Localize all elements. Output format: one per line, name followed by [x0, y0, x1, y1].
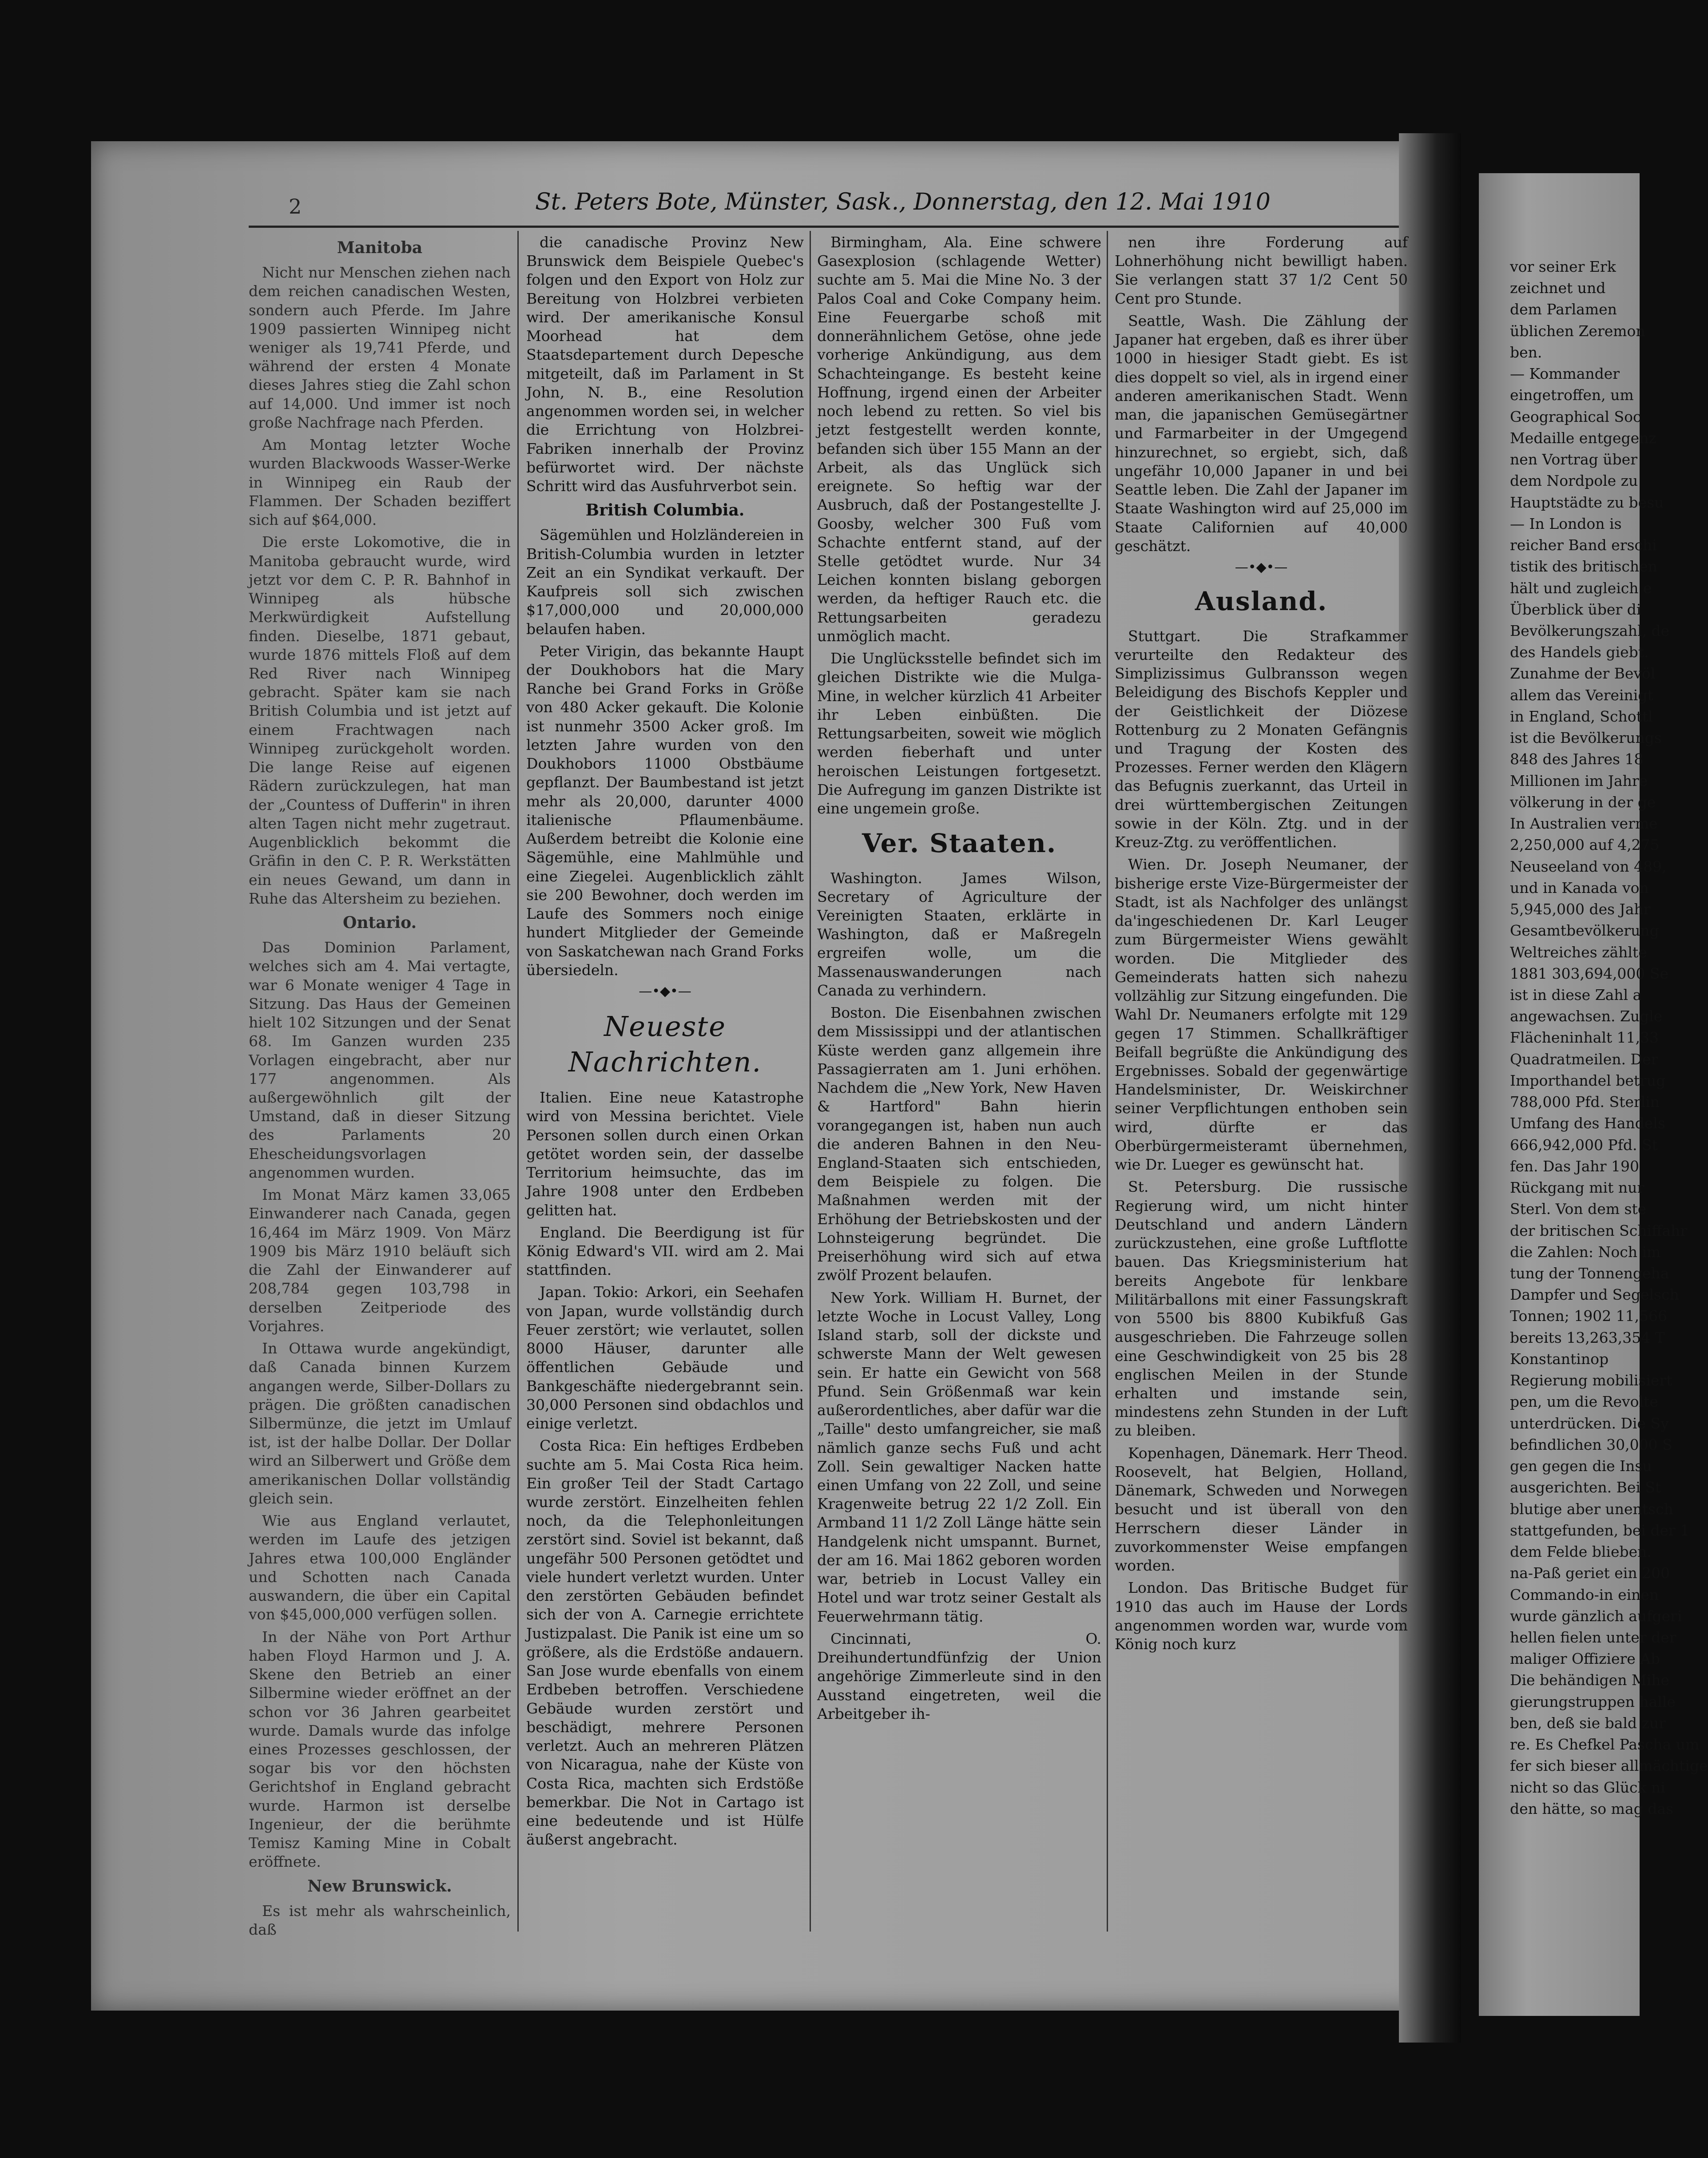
article-paragraph: Seattle, Wash. Die Zählung der Japaner hat ergeben, daß es ihrer über 1000 in hiesiger Stadt giebt. Es ist dies doppelt so viel, als in irgend einer anderen amerikanischen Stadt. Wenn man, die japanischen Gemüsegärtner und Farmarbeiter in der Umgegend hinzurechnet, so ergiebt, sich, daß ungefähr 10,000 Japaner in und bei Seattle leben. Die Zahl der Japaner im Staate Washington wird auf 25,000 im Staate Californien auf 40,000 geschätzt. — [1115, 312, 1408, 555]
text-line: 2,250,000 auf 4,275 — [1510, 836, 1660, 854]
article-paragraph: London. Das Britische Budget für 1910 das auch im Hause der Lords angenommen worden war, wurde vom König noch kurz — [1115, 1579, 1408, 1653]
text-line: pen, um die Revolte — [1510, 1393, 1658, 1411]
text-line: bereits 13,263,354 T — [1510, 1329, 1665, 1346]
text-line: in England, Schottl — [1510, 707, 1653, 725]
column-divider — [517, 231, 519, 1932]
adjacent-page-column — [1510, 258, 1708, 1989]
text-line: ist in diese Zahl a — [1510, 986, 1642, 1004]
text-line: völkerung in der ge — [1510, 793, 1656, 811]
ornament-divider: —•◆•— — [1235, 559, 1288, 575]
article-paragraph: Sägemühlen und Holzländereien in British-Columbia wurden in letzter Zeit an ein Syndikat verkauft. Der Kaufpreis soll sich zwischen $17,000,000 und 20,000,000 belaufen haben. — [526, 526, 804, 638]
text-line: Hauptstädte zu besu — [1510, 493, 1664, 511]
page-number: 2 — [289, 194, 302, 218]
text-line: Konstantinop — [1510, 1350, 1609, 1368]
column-divider — [810, 231, 811, 1932]
article-paragraph: Japan. Tokio: Arkori, ein Seehafen von Japan, wurde vollständig durch Feuer zerstört; wie verlautet, sollen 8000 Häuser, darunter alle öffentlichen Gebäude und Bankgeschäfte niedergebrannt sein. 30,000 Personen sind obdachlos und einige verletzt. — [526, 1283, 804, 1432]
article-paragraph: Italien. Eine neue Katastrophe wird von Messina berichtet. Viele Personen sollen durch einen Orkan getötet worden sein, der dasselbe Territorium heimsuchte, das im Jahre 1908 unter den Erdbeben gelitten hat. — [526, 1089, 804, 1219]
text-line: Millionen im Jahre — [1510, 772, 1648, 789]
text-line: reicher Band erschi — [1510, 536, 1657, 554]
column-divider — [1107, 231, 1108, 1932]
article-paragraph: Am Montag letzter Woche wurden Blackwoods Wasser-Werke in Winnipeg ein Raub der Flammen. Der Schaden beziffert sich auf $64,000. — [249, 436, 511, 529]
text-line: 1881 303,694,000 Se — [1510, 964, 1669, 982]
text-line: tung der Tonnengeha — [1510, 1265, 1669, 1282]
text-line: Weltreiches zählte — [1510, 943, 1647, 961]
text-line: der britischen Schiffahr — [1510, 1222, 1688, 1239]
article-paragraph: Die erste Lokomotive, die in Manitoba gebraucht wurde, wird jetzt vor dem C. P. R. Bahnhof in Winnipeg als hübsche Merkwürdigkeit Aufstellung finden. Dieselbe, 1871 gebaut, wurde 1876 mittels Floß auf dem Red River nach Winnipeg gebracht. Später kam sie nach British Columbia und ist jetzt auf einem Frachtwagen nach Winnipeg zurückgeholt worden. Die lange Reise auf eigenen Rädern zurückzulegen, hat man der „Countess of Dufferin" in ihren alten Tagen nicht mehr zugetraut. Augenblicklich bekommt die Gräfin in den C. P. R. Werkstätten ein neues Gewand, um dann in Ruhe das Altersheim zu beziehen. — [249, 533, 511, 907]
text-line: gen gegen die Insu — [1510, 1457, 1652, 1475]
text-line: tistik des britischen — [1510, 558, 1657, 575]
text-line: ist die Bevölkerungs — [1510, 729, 1662, 747]
article-paragraph: Stuttgart. Die Strafkammer verurteilte den Redakteur des Simplizissimus Gulbransson wegen Beleidigung des Bischofs Keppler und der Geistlichkeit der Diözese Rottenburg zu 2 Monaten Gefängnis und Tragung der Kosten des Prozesses. Ferner werden den Klägern das Befugnis zuerkannt, das Urteil in drei württembergischen Zeitungen sowie in der Köln. Ztg. und in der Kreuz-Ztg. zu veröffentlichen. — [1115, 627, 1408, 851]
article-paragraph: Im Monat März kamen 33,065 Einwanderer nach Canada, gegen 16,464 im März 1909. Von März 1909 bis März 1910 beläuft sich die Zahl der Einwanderer auf 208,784 gegen 103,798 in derselben Zeitperiode des Vorjahres. — [249, 1186, 511, 1335]
text-line: angewachsen. Zugle — [1510, 1008, 1663, 1025]
text-line: Dampfer und Segelsch — [1510, 1286, 1679, 1304]
text-line: Medaille entgegenz — [1510, 429, 1656, 447]
text-line: Rückgang mit nur — [1510, 1179, 1644, 1197]
text-line: Tonnen; 1902 11,566 — [1510, 1307, 1668, 1325]
text-line: Die behändigen Mihe — [1510, 1671, 1670, 1689]
column-2 — [526, 233, 804, 1965]
text-line: dem Felde blieben. — [1510, 1543, 1652, 1561]
header-rule — [249, 226, 1399, 228]
text-line: Sterl. Von dem ste — [1510, 1200, 1647, 1218]
text-line: Geographical Soc — [1510, 408, 1641, 425]
text-line: maliger Offiziere Ab — [1510, 1650, 1660, 1668]
text-line: eingetroffen, um — [1510, 386, 1634, 404]
section-heading-ontario: Ontario. — [342, 913, 417, 932]
text-line: des Handels giebt. — [1510, 643, 1649, 661]
article-paragraph: Boston. Die Eisenbahnen zwischen dem Mississippi und der atlantischen Küste werden ganz allgemein ihre Passagierraten am 1. Juni erhöhen. Nachdem die „New York, New Haven & Hartford" Bahn hierin vorangegangen ist, haben nun auch die anderen Bahnen in den Neu-England-Staaten sich entschieden, dem Beispiele zu folgen. Die Maßnahmen werden mit der Erhöhung der Betriebskosten und der Lohnsteigerung begründet. Die Preiserhöhung wird sich auf etwa zwölf Prozent belaufen. — [817, 1004, 1101, 1284]
section-heading-ver-staaten: Ver. Staaten. — [862, 828, 1057, 859]
article-paragraph: In der Nähe von Port Arthur haben Floyd Harmon und J. A. Skene den Betrieb an einer Silbermine wieder eröffnet an der schon vor 36 Jahren gearbeitet wurde. Damals wurde das infolge eines Prozesses geschlossen, der sogar bis vor den höchsten Gerichtshof in England gebracht wurde. Harmon ist derselbe Ingenieur, der die berühmte Temisz Kaming Mine in Cobalt eröffnete. — [249, 1628, 511, 1871]
section-heading-british-columbia: British Columbia. — [585, 501, 745, 520]
text-line: vor seiner Erk — [1510, 258, 1616, 275]
article-paragraph: Costa Rica: Ein heftiges Erdbeben suchte am 5. Mai Costa Rica heim. Ein großer Teil der Stadt Cartago wurde zerstört. Einzelheiten fehlen noch, da die Telephonleitungen zerstört sind. Soviel ist bekannt, daß ungefähr 500 Personen getödtet und viele hundert verletzt wurden. Unter den zerstörten Gebäuden befindet sich der von A. Carnegie errichtete Justizpalast. Die Panik ist eine um so größere, als die Erdstöße andauern. San Jose wurde ebenfalls von einem Erdbeben betroffen. Verschiedene Gebäude wurden zerstört und beschädigt, mehrere Personen verletzt. Auch an mehreren Plätzen von Nicaragua, nahe der Küste von Costa Rica, machten sich Erdstöße bemerkbar. Die Not in Cartago ist eine bedeutende und ist Hülfe äußerst angebracht. — [526, 1437, 804, 1849]
text-line: dem Nordpole zu — [1510, 472, 1638, 490]
section-heading-manitoba: Manitoba — [337, 238, 423, 257]
text-line: Umfang des Handels — [1510, 1115, 1665, 1132]
article-paragraph: Peter Virigin, das bekannte Haupt der Doukhobors hat die Mary Ranche bei Grand Forks in Größe von 480 Acker gekauft. Die Kolonie ist nunmehr 3500 Acker groß. Im letzten Jahre wurden von den Doukhobors 11000 Obstbäume gepflanzt. Der Baumbestand ist jetzt mehr als 20,000, darunter 4000 italienische Pflaumenbäume. Außerdem betreibt die Kolonie eine Sägemühle, eine Mahlmühle und eine Ziegelei. Augenblicklich zählt sie 200 Bewohner, doch werden im Laufe des Sommers noch einige hundert Mitglieder der Gemeinde von Saskatchewan nach Grand Forks übersiedeln. — [526, 642, 804, 979]
text-line: 5,945,000 des Jahr — [1510, 900, 1651, 918]
article-paragraph: Das Dominion Parlament, welches sich am 4. Mai vertagte, war 6 Monate weniger 4 Tage in Sitzung. Das Haus der Gemeinen hielt 102 Sitzungen und der Senat 68. Im Ganzen wurden 235 Vorlagen eingebracht, aber nur 177 angenommen. Als außergewöhnlich gilt der Umstand, daß in dieser Sitzung des Parlaments 20 Ehescheidungsvorlagen angenommen wurden. — [249, 939, 511, 1181]
text-line: fer sich bieser allmächtige — [1510, 1757, 1708, 1775]
article-paragraph: In Ottawa wurde angekündigt, daß Canada binnen Kurzem angangen werde, Silber-Dollars zu prägen. Die größten canadischen Silbermünze, die jetzt im Umlauf ist, ist der halbe Dollar. Der Dollar wird an Silberwert und Größe dem amerikanischen Dollar vollständig gleich sein. — [249, 1340, 511, 1507]
text-line: hellen fielen unter der — [1510, 1629, 1676, 1646]
article-paragraph: New York. William H. Burnet, der letzte Woche in Locust Valley, Long Island starb, soll der dickste und schwerste Mann der Welt gewesen sein. Er hatte ein Gewicht von 568 Pfund. Sein Größenmaß war kein außerordentliches, aber dafür war die „Taille" desto umfangreicher, sie maß nämlich ganze sechs Fuß und acht Zoll. Sein gewaltiger Nacken hatte einen Umfang von 22 Zoll, und seine Kragenweite betrug 22 1/2 Zoll. Ein Armband 11 1/2 Zoll Länge hätte sein Handgelenk nicht umspannt. Burnet, der am 16. Mai 1862 geboren worden war, betrieb in Locust Valley ein Hotel und war trotz seiner Gestalt als Feuerwehrmann tätig. — [817, 1289, 1101, 1625]
text-line: stattgefunden, bei der 1 — [1510, 1521, 1690, 1539]
text-line: Neuseeland von 489, — [1510, 857, 1667, 875]
text-line: Quadratmeilen. Der — [1510, 1050, 1658, 1068]
text-line: fen. Das Jahr 190 — [1510, 1157, 1639, 1175]
column-3 — [817, 233, 1101, 1965]
text-line: nicht so das Glück ni — [1510, 1778, 1665, 1796]
section-heading-new-brunswick: New Brunswick. — [307, 1876, 452, 1896]
text-line: na-Paß geriet ein 200 — [1510, 1564, 1670, 1582]
page-gutter — [1399, 133, 1461, 2043]
text-line: Importhandel betrug — [1510, 1071, 1666, 1089]
text-line: den hätte, so mag das — [1510, 1800, 1673, 1817]
section-heading-neueste-nachrichten: Neueste Nachrichten. — [568, 1010, 762, 1078]
text-line: blutige aber unentsch — [1510, 1500, 1673, 1518]
text-line: ausgerichten. Bei St — [1510, 1479, 1661, 1496]
text-line: Zunahme der Bevöl — [1510, 665, 1656, 682]
text-line: — Kommander — [1510, 365, 1620, 383]
text-line: die Zahlen: Noch im — [1510, 1243, 1661, 1261]
article-paragraph: die canadische Provinz New Brunswick dem Beispiele Quebec's folgen und den Export von Holz zur Bereitung von Holzbrei verbieten wird. Der amerikanische Konsul Moorhead hat dem Staatsdepartement durch Depesche mitgeteilt, daß im Parlament in St John, N. B., eine Resolution angenommen worden sei, in welcher die Errichtung von Holzbrei-Fabriken innerhalb der Provinz befürwortet wird. Der nächste Schritt wird das Ausfuhrverbot sein. — [526, 234, 804, 495]
section-heading-ausland: Ausland. — [1195, 586, 1328, 617]
text-line: zeichnet und — [1510, 279, 1606, 297]
article-paragraph: St. Petersburg. Die russische Regierung wird, um nicht hinter Deutschland und andern Ländern zurückzustehen, eine große Luftflotte bauen. Das Kriegsministerium hat bereits Angebote für lenkbare Militärballons mit einer Fassungskraft von 5500 bis 8800 Kubikfuß Gas ausgeschrieben. Die Fahrzeuge sollen eine Geschwindigkeit von 25 bis 28 englischen Meilen in der Stunde erhalten und imstande sein, mindestens zehn Stunden in der Luft zu bleiben. — [1115, 1178, 1408, 1440]
text-line: und in Kanada von — [1510, 879, 1649, 897]
text-line: 788,000 Pfd. Sterlin — [1510, 1093, 1660, 1111]
article-paragraph: Kopenhagen, Dänemark. Herr Theod. Roosevelt, hat Belgien, Holland, Dänemark, Schweden und Norwegen besucht und ist überall von den Herrschern dieser Länder in zuvorkommenster Weise empfangen worden. — [1115, 1444, 1408, 1575]
text-line: Gesamtbevölkerung — [1510, 922, 1659, 940]
text-line: gierungstruppen halle — [1510, 1693, 1676, 1710]
column-4 — [1115, 233, 1408, 1965]
text-line: — In London is — [1510, 515, 1622, 532]
article-paragraph: Nicht nur Menschen ziehen nach dem reichen canadischen Westen, sondern auch Pferde. Im Jahre 1909 passierten Winnipeg nicht weniger als 19,741 Pferde, und während der ersten 4 Monate dieses Jahres stieg die Zahl schon auf 14,000. Und immer ist noch große Nachfrage nach Pferden. — [249, 264, 511, 431]
article-paragraph: England. Die Beerdigung ist für König Edward's VII. wird am 2. Mai stattfinden. — [526, 1223, 804, 1279]
text-line: nen Vortrag über — [1510, 451, 1637, 468]
masthead-title: St. Peters Bote, Münster, Sask., Donnerstag, den 12. Mai 1910 — [535, 189, 1271, 215]
text-line: Überblick über di — [1510, 600, 1641, 618]
article-paragraph: Cincinnati, O. Dreihundertundfünfzig der Union angehörige Zimmerleute sind in den Ausstand eingetreten, weil die Arbeitgeber ih- — [817, 1630, 1101, 1722]
article-paragraph: Birmingham, Ala. Eine schwere Gasexplosion (schlagende Wetter) suchte am 5. Mai die Mine No. 3 der Palos Coal and Coke Company heim. Eine Feuergarbe schoß mit donnerähnlichem Getöse, ohne jede vorherige Ankündigung, aus dem Schachteingange. Es besteht keine Hoffnung, irgend einen der Arbeiter noch lebend zu retten. So viel bis jetzt festgestellt werden konnte, befanden sich über 155 Mann an der Arbeit, als das Unglück sich ereignete. So heftig war der Ausbruch, daß der Postangestellte J. Goosby, welcher 300 Fuß vom Schachte entfernt stand, auf der Stelle getödtet wurde. Nur 34 Leichen konnten bislang geborgen werden, da heftiger Rauch etc. die Rettungsarbeiten geradezu unmöglich macht. — [817, 234, 1101, 645]
article-paragraph: Washington. James Wilson, Secretary of Agriculture der Vereinigten Staaten, erklärte in Washington, daß er Maßregeln ergreifen wolle, um die Massenauswanderungen nach Canada zu verhindern. — [817, 869, 1101, 999]
column-1 — [249, 233, 511, 1965]
article-paragraph: Die Unglücksstelle befindet sich im gleichen Distrikte wie die Mulga-Mine, in welcher kürzlich 41 Arbeiter ihr Leben einbüßten. Die Rettungsarbeiten, soweit wie möglich werden fieberhaft und unter heroischen Leistungen fortgesetzt. Die Aufregung im ganzen Distrikte ist eine ungemein große. — [817, 650, 1101, 817]
article-paragraph: Es ist mehr als wahrscheinlich, daß — [249, 1902, 511, 1938]
text-line: hält und zugleich e — [1510, 579, 1652, 597]
ornament-divider: —•◆•— — [639, 983, 691, 999]
text-line: allem das Vereinigt — [1510, 686, 1653, 704]
text-line: Commando-in einen — [1510, 1586, 1659, 1603]
text-line: 848 des Jahres 18 — [1510, 750, 1644, 768]
text-line: re. Es Chefkel Pascha um — [1510, 1736, 1700, 1753]
text-line: Bevölkerungszahl, de — [1510, 622, 1670, 639]
text-line: 666,942,000 Pfd. St — [1510, 1136, 1658, 1154]
text-line: üblichen Zeremon — [1510, 322, 1645, 340]
text-line: Flächeninhalt 11,33 — [1510, 1029, 1659, 1047]
text-line: ben, deß sie bald zur — [1510, 1714, 1666, 1732]
text-line: dem Parlamen — [1510, 301, 1617, 318]
text-line: In Australien verme — [1510, 815, 1658, 833]
text-line: ben. — [1510, 343, 1542, 361]
text-line: befindlichen 30,000 S — [1510, 1436, 1672, 1453]
text-line: wurde gänzlich aufgeri — [1510, 1607, 1682, 1625]
article-paragraph: Wien. Dr. Joseph Neumaner, der bisherige erste Vize-Bürgermeister der Stadt, ist als Nachfolger des unlängst da'ingeschiedenen Dr. Karl Leuger zum Bürgermeister Wiens gewählt worden. Die Mitglieder des Gemeinderats hatten sich nahezu vollzählig zur Sitzung eingefunden. Die Wahl Dr. Neumaners erfolgte mit 129 gegen 17 Stimmen. Schallkräftiger Beifall begrüßte die Ankündigung des Ergebnisses. Sobald der gegenwärtige Handelsminister, Dr. Weiskirchner seiner Verpflichtungen enthoben sein wird, dürfte er das Oberbürgermeisteramt übernehmen, wie Dr. Lueger es gewünscht hat. — [1115, 856, 1408, 1174]
text-line: Regierung mobilisiert — [1510, 1372, 1672, 1389]
text-line: unterdrücken. Die Sy — [1510, 1414, 1669, 1432]
article-paragraph: nen ihre Forderung auf Lohnerhöhung nicht bewilligt haben. Sie verlangen statt 37 1/2 Cent 50 Cent pro Stunde. — [1115, 234, 1408, 307]
article-paragraph: Wie aus England verlautet, werden im Laufe des jetzigen Jahres etwa 100,000 Engländer und Schotten nach Canada auswandern, die über ein Capital von $45,000,000 verfügen sollen. — [249, 1512, 511, 1623]
